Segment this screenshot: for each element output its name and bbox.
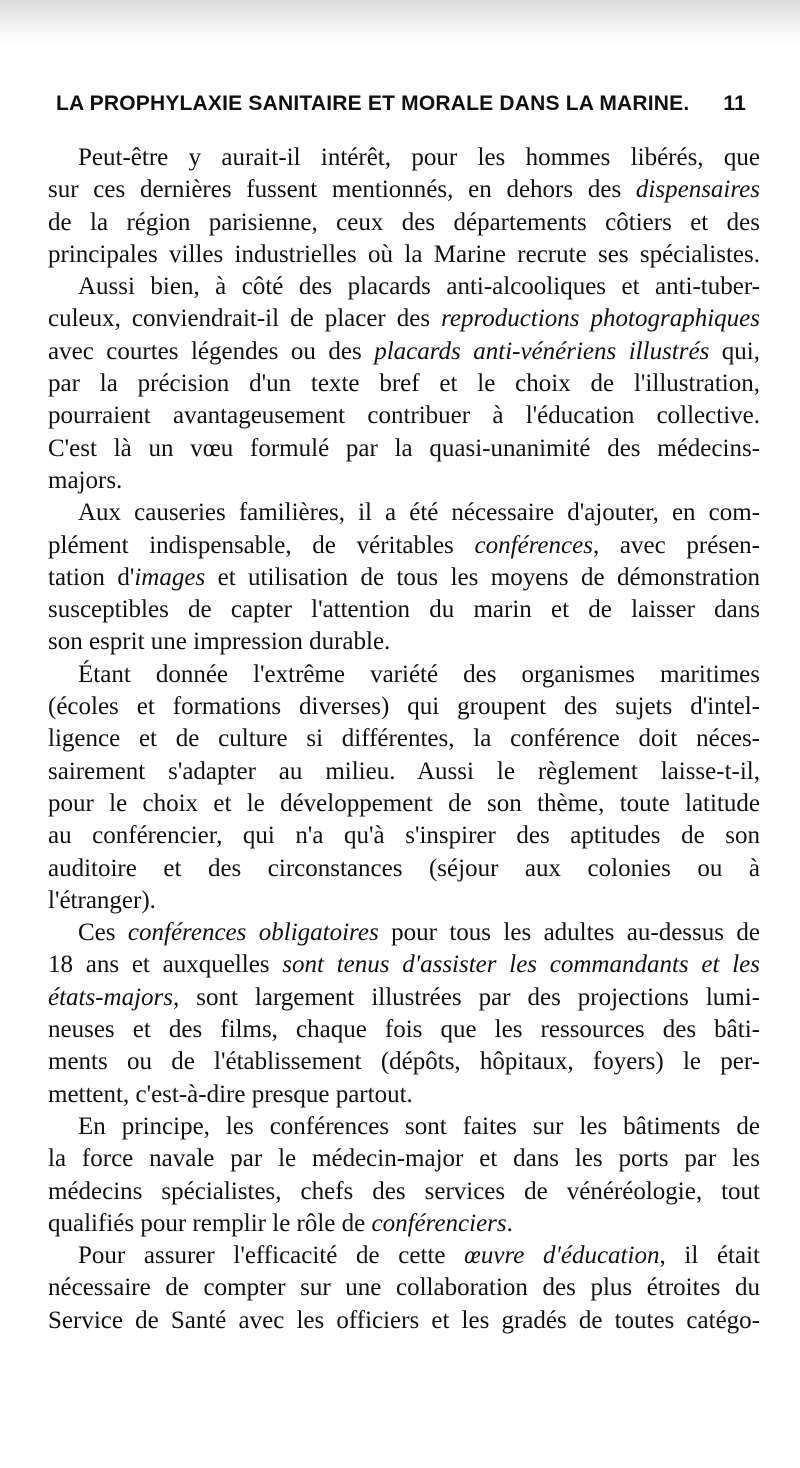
text-segment: ments ou de l'établissement (dépôts, hôpitaux, foyers) le per- <box>48 1048 760 1076</box>
italic-text: sont tenus d'assister les commandants et les <box>282 951 760 979</box>
text-line <box>48 1111 760 1143</box>
text-segment: auditoire et des circonstances (séjour aux colonies ou à <box>48 854 760 882</box>
text-line <box>48 659 760 691</box>
text-segment: Aux causeries familières, il a été nécessaire d'ajouter, en com- <box>78 499 760 527</box>
italic-text: conférences obligatoires <box>127 919 379 947</box>
text-line <box>48 497 760 529</box>
page-number: 11 <box>723 92 746 115</box>
text-segment: culeux, conviendrait-il de placer des <box>48 305 442 333</box>
text-segment: , avec présen- <box>592 531 760 559</box>
text-line <box>48 336 760 368</box>
text-line <box>48 949 760 981</box>
text-segment: médecins spécialistes, chefs des services de vénéréologie, tout <box>48 1177 760 1205</box>
text-line <box>48 820 760 852</box>
text-segment: qualifiés pour remplir le rôle de <box>48 1209 372 1237</box>
text-segment: tation d' <box>48 563 135 591</box>
text-line <box>48 723 760 755</box>
text-line <box>48 1079 760 1111</box>
text-segment: sairement s'adapter au milieu. Aussi le règlement laisse-t-il, <box>48 757 760 785</box>
text-line <box>48 1143 760 1175</box>
text-line <box>48 239 760 271</box>
text-segment: nécessaire de compter sur une collaboration des plus étroites du <box>48 1274 760 1302</box>
italic-text: œuvre d'éducation <box>464 1242 660 1270</box>
italic-text: états-majors <box>48 983 173 1011</box>
text-line <box>48 562 760 594</box>
text-segment: principales villes industrielles où la Marine recrute ses spécialistes. <box>48 240 760 268</box>
running-header <box>56 92 746 116</box>
text-segment: mettent, c'est-à-dire presque partout. <box>48 1080 413 1108</box>
text-segment: neuses et des films, chaque fois que les ressources des bâti- <box>48 1016 760 1044</box>
text-segment: (écoles et formations diverses) qui groupent des sujets d'intel- <box>48 693 760 721</box>
italic-text: reproductions photographiques <box>441 305 760 333</box>
text-line <box>48 691 760 723</box>
text-segment: Aussi bien, à côté des placards anti-alcooliques et anti-tuber- <box>78 273 760 301</box>
text-segment: Service de Santé avec les officiers et les gradés de toutes catégo- <box>48 1306 760 1334</box>
text-segment: qui, <box>709 337 760 365</box>
text-line <box>48 853 760 885</box>
text-segment: , il était <box>659 1242 760 1270</box>
text-line <box>48 756 760 788</box>
italic-text: placards anti-vénériens illustrés <box>374 337 710 365</box>
text-line <box>48 1014 760 1046</box>
text-line <box>48 368 760 400</box>
text-line <box>48 982 760 1014</box>
text-segment: pourraient avantageusement contribuer à l'éducation collective. <box>48 402 760 430</box>
text-line <box>48 626 760 658</box>
text-line <box>48 1305 760 1337</box>
text-line <box>48 917 760 949</box>
text-line <box>48 465 760 497</box>
text-line <box>48 788 760 820</box>
text-line <box>48 1272 760 1304</box>
text-segment: au conférencier, qui n'a qu'à s'inspirer des aptitudes de son <box>48 822 760 850</box>
text-line <box>48 530 760 562</box>
text-segment: 18 ans et auxquelles <box>48 951 283 979</box>
text-segment: Pour assurer l'efficacité de cette <box>78 1242 465 1270</box>
text-line <box>48 207 760 239</box>
italic-text: conférenciers <box>371 1209 507 1237</box>
text-line <box>48 303 760 335</box>
text-line <box>48 400 760 432</box>
text-segment: Ces <box>78 919 128 947</box>
text-segment: susceptibles de capter l'attention du marin et de laisser dans <box>48 596 760 624</box>
text-segment: par la précision d'un texte bref et le choix de l'illustration, <box>48 370 760 398</box>
text-segment: . <box>506 1209 513 1237</box>
text-line <box>48 142 760 174</box>
text-segment: son esprit une impression durable. <box>48 628 391 656</box>
text-line <box>48 885 760 917</box>
text-line <box>48 1046 760 1078</box>
body-text <box>48 142 760 1337</box>
text-segment: majors. <box>48 466 123 494</box>
running-title: LA PROPHYLAXIE SANITAIRE ET MORALE DANS LA MARINE. <box>56 92 690 115</box>
text-segment: sur ces dernières fussent mentionnés, en dehors des <box>48 176 636 204</box>
text-segment: Étant donnée l'extrême variété des organismes maritimes <box>78 660 760 688</box>
text-segment: , sont largement illustrées par des projections lumi- <box>173 983 760 1011</box>
text-segment: En principe, les conférences sont faites sur les bâtiments de <box>78 1112 760 1140</box>
text-segment: pour tous les adultes au-dessus de <box>378 919 760 947</box>
italic-text: images <box>134 563 206 591</box>
text-line <box>48 1208 760 1240</box>
text-line <box>48 1176 760 1208</box>
italic-text: conférences <box>474 531 593 559</box>
text-segment: et utilisation de tous les moyens de démonstration <box>205 563 760 591</box>
text-line <box>48 174 760 206</box>
text-line <box>48 271 760 303</box>
text-segment: C'est là un vœu formulé par la quasi-unanimité des médecins- <box>48 434 760 462</box>
scan-edge-shadow <box>0 0 800 44</box>
text-segment: avec courtes légendes ou des <box>48 337 375 365</box>
text-line <box>48 1240 760 1272</box>
text-segment: pour le choix et le développement de son thème, toute latitude <box>48 789 760 817</box>
text-segment: plément indispensable, de véritables <box>48 531 475 559</box>
text-line <box>48 433 760 465</box>
text-line <box>48 594 760 626</box>
text-segment: de la région parisienne, ceux des départements côtiers et des <box>48 208 760 236</box>
text-segment: Peut-être y aurait-il intérêt, pour les hommes libérés, que <box>78 144 760 171</box>
text-segment: l'étranger). <box>48 886 156 914</box>
text-segment: ligence et de culture si différentes, la conférence doit néces- <box>48 725 760 753</box>
italic-text: dispensaires <box>635 176 760 204</box>
text-segment: la force navale par le médecin-major et dans les ports par les <box>48 1145 760 1173</box>
